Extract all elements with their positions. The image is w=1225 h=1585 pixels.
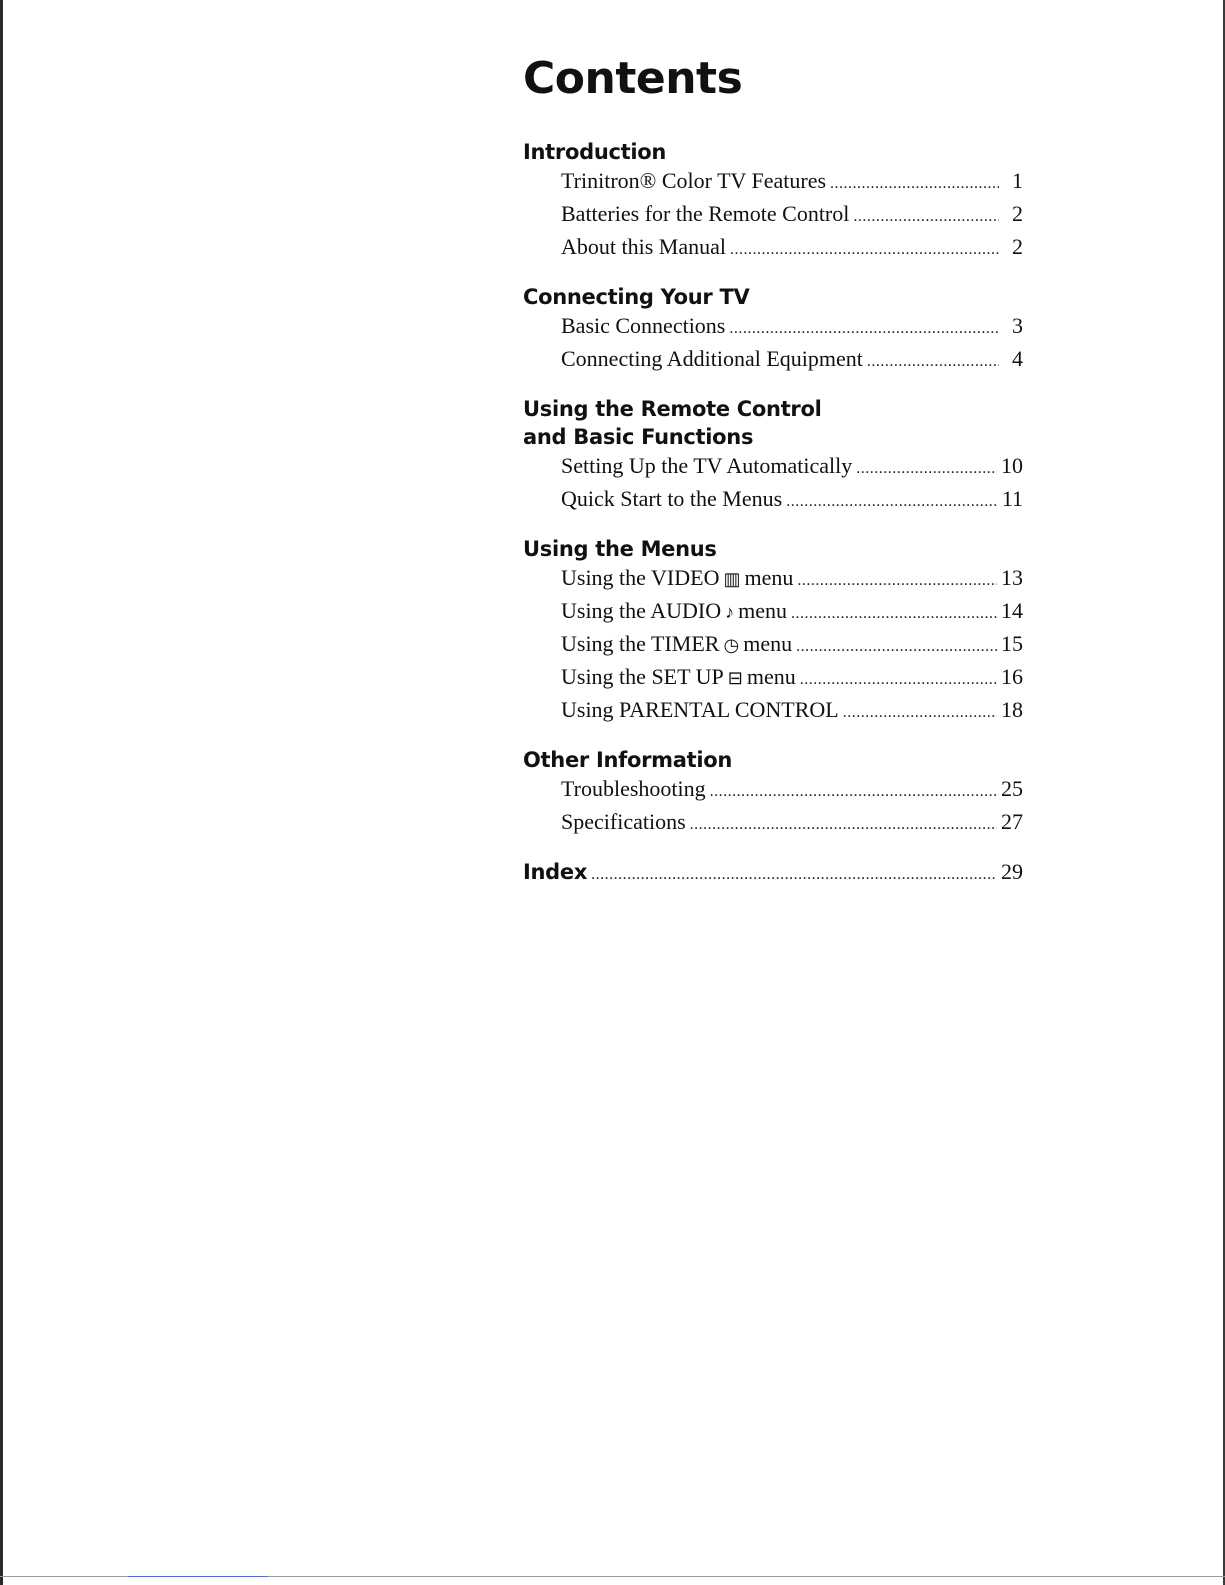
toc-page-number: 2 bbox=[1012, 234, 1023, 259]
toc-entry-label: About this Manual bbox=[561, 234, 726, 259]
scan-edge-left bbox=[0, 0, 3, 1585]
dot-leader bbox=[729, 311, 999, 344]
dot-leader bbox=[791, 596, 997, 629]
dot-leader bbox=[591, 866, 997, 884]
toc-entry-label: Specifications bbox=[561, 809, 686, 834]
timer-menu-icon: ◷ bbox=[723, 635, 740, 655]
dot-leader bbox=[830, 166, 999, 199]
index-page-number: 29 bbox=[1001, 859, 1023, 884]
toc-page-number: 18 bbox=[1001, 697, 1023, 722]
toc-entry-label: Quick Start to the Menus bbox=[561, 486, 783, 511]
toc-page-number: 11 bbox=[1001, 486, 1023, 511]
toc-entry[interactable] bbox=[523, 484, 1023, 517]
scan-edge-bottom-mark bbox=[128, 1576, 268, 1577]
toc-entry-list bbox=[523, 311, 1023, 377]
dot-leader bbox=[867, 344, 999, 377]
audio-menu-icon: ♪ bbox=[725, 602, 735, 622]
toc-page-number: 16 bbox=[1001, 664, 1023, 689]
toc-entry-list bbox=[523, 563, 1023, 728]
toc-entry-list bbox=[523, 451, 1023, 517]
section-heading: Introduction bbox=[523, 140, 667, 164]
dot-leader bbox=[710, 774, 997, 807]
section-heading: Using the Remote Control bbox=[523, 397, 822, 421]
toc-entry-label: Using the VIDEO bbox=[561, 565, 720, 590]
toc-entry-suffix: menu bbox=[743, 631, 793, 656]
toc-entry-label: Using the TIMER bbox=[561, 631, 720, 656]
toc-page-number: 10 bbox=[1001, 453, 1023, 478]
toc-section bbox=[523, 746, 1023, 840]
toc-entry[interactable] bbox=[523, 774, 1023, 807]
toc-entry[interactable] bbox=[523, 311, 1023, 344]
dot-leader bbox=[690, 807, 997, 840]
dot-leader bbox=[843, 695, 997, 728]
section-heading: Other Information bbox=[523, 748, 733, 772]
video-menu-icon: ▥ bbox=[723, 569, 741, 589]
toc-page-number: 4 bbox=[1012, 346, 1023, 371]
toc-entry[interactable] bbox=[523, 629, 1023, 662]
toc-sections bbox=[523, 138, 1023, 840]
dot-leader bbox=[796, 629, 997, 662]
toc-page-number: 2 bbox=[1012, 201, 1023, 226]
toc-entry-label: Connecting Additional Equipment bbox=[561, 346, 863, 371]
setup-menu-icon: ⊟ bbox=[727, 668, 743, 688]
dot-leader bbox=[800, 662, 997, 695]
toc-entry[interactable] bbox=[523, 807, 1023, 840]
toc-entry-label: Using the AUDIO bbox=[561, 598, 722, 623]
toc-entry[interactable] bbox=[523, 596, 1023, 629]
toc-entry-suffix: menu bbox=[738, 598, 787, 623]
section-heading: Using the Menus bbox=[523, 537, 717, 561]
toc-entry[interactable] bbox=[523, 563, 1023, 596]
toc-page-number: 1 bbox=[1012, 168, 1023, 193]
dot-leader bbox=[786, 484, 998, 517]
toc-page-number: 13 bbox=[1001, 565, 1023, 590]
toc-entry[interactable] bbox=[523, 232, 1023, 265]
toc-section bbox=[523, 138, 1023, 265]
toc-index-row[interactable] bbox=[523, 858, 1023, 886]
toc-entry-list bbox=[523, 774, 1023, 840]
toc-entry-label: Troubleshooting bbox=[561, 776, 706, 801]
toc-entry-label: Batteries for the Remote Control bbox=[561, 201, 850, 226]
toc-entry[interactable] bbox=[523, 695, 1023, 728]
section-heading: Connecting Your TV bbox=[523, 285, 750, 309]
section-heading: and Basic Functions bbox=[523, 425, 754, 449]
toc-entry-suffix: menu bbox=[744, 565, 794, 590]
toc-section bbox=[523, 395, 1023, 517]
toc-entry-label: Trinitron® Color TV Features bbox=[561, 168, 827, 193]
toc-entry-suffix: menu bbox=[746, 664, 796, 689]
dot-leader bbox=[853, 199, 999, 232]
toc-entry[interactable] bbox=[523, 451, 1023, 484]
toc-entry[interactable] bbox=[523, 199, 1023, 232]
toc-entry-label: Using the SET UP bbox=[561, 664, 724, 689]
toc-page-number: 25 bbox=[1001, 776, 1023, 801]
toc-entry[interactable] bbox=[523, 662, 1023, 695]
toc-entry[interactable] bbox=[523, 166, 1023, 199]
toc-section bbox=[523, 283, 1023, 377]
toc-page-number: 3 bbox=[1012, 313, 1023, 338]
table-of-contents bbox=[523, 52, 1023, 886]
dot-leader bbox=[730, 232, 999, 265]
toc-entry-list bbox=[523, 166, 1023, 265]
toc-entry-label: Using PARENTAL CONTROL bbox=[561, 697, 839, 722]
toc-page-number: 27 bbox=[1001, 809, 1023, 834]
page-title: Contents bbox=[523, 53, 743, 104]
dot-leader bbox=[856, 451, 997, 484]
toc-page-number: 15 bbox=[1001, 631, 1023, 656]
toc-entry-label: Setting Up the TV Automatically bbox=[561, 453, 853, 478]
dot-leader bbox=[797, 563, 997, 596]
toc-section bbox=[523, 535, 1023, 728]
toc-page-number: 14 bbox=[1001, 598, 1023, 623]
toc-entry[interactable] bbox=[523, 344, 1023, 377]
toc-entry-label: Basic Connections bbox=[561, 313, 726, 338]
index-heading: Index bbox=[523, 860, 588, 884]
